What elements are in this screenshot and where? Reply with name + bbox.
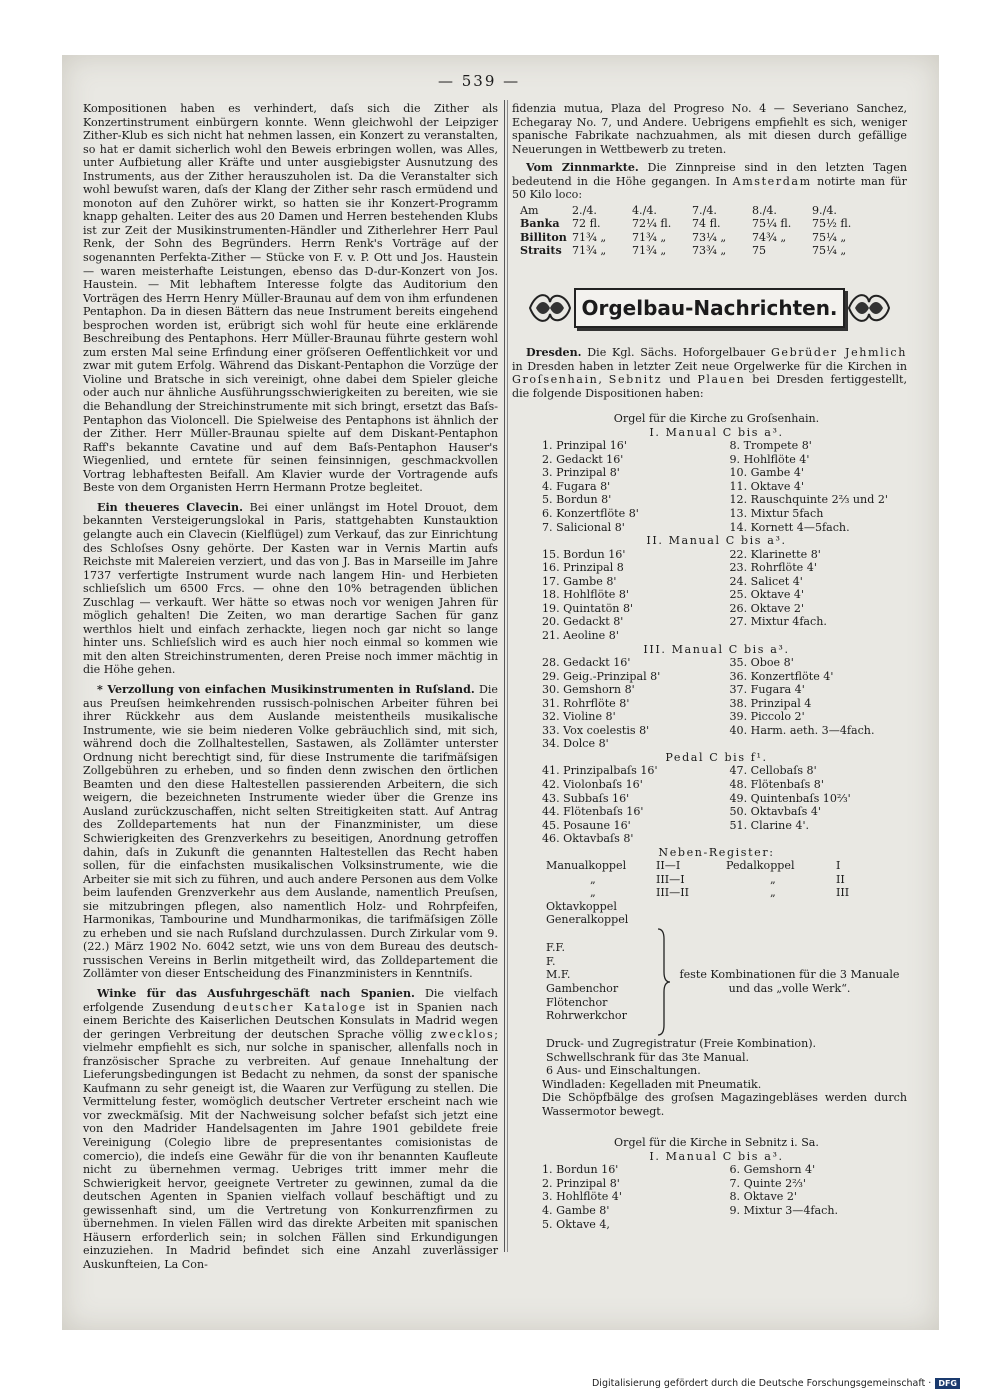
sebnitz-manual1-list	[542, 1163, 907, 1231]
zinn-text-a: Die Zinnpreise sind in den letzten Tagen bedeutend in die Höhe gegangen. In	[512, 161, 907, 188]
stop: 40. Harm. aeth. 3—4fach.	[729, 723, 875, 737]
neben-register	[546, 859, 907, 900]
neben-cell: II	[836, 872, 845, 886]
stop: 1. Bordun 16'	[542, 1163, 619, 1177]
kombination-text: feste Kombinationen für die 3 Manuale und das „volle Werk“.	[679, 968, 900, 995]
stop: 33. Vox coelestis 8'	[542, 723, 650, 737]
stop: 25. Oktave 4'	[729, 588, 805, 602]
neben-cell: „	[770, 872, 776, 886]
stop	[730, 1218, 908, 1232]
price-cell: 72 fl.	[572, 217, 601, 231]
neben-cell: Pedalkoppel	[726, 859, 795, 873]
price-cell: 75½ fl.	[812, 217, 852, 231]
price-cell: 73¼ „	[692, 230, 727, 244]
verzollung-text: Die aus Preuſsen heimkehrenden russisch-polnischen Arbeiter führen bei ihrer Rückkehr aus dem Auslande meistentheils musikalische Instrumente, wie sie beim niederen Volke gebräuchlich sind, mit sich, während doch die Zollhaltestellen, Sastawen, als Zollämter unterster Ordnung nicht berechtigt sind, für diese Instrumente die tarifmäſsigen Zollgebühren zu erheben, und so finden denn zwischen den örtlichen Beamten und den diese Haltestellen passierenden Arbeitern, die sich weigern, die bezeichneten Instrumente wieder über die Grenze ins Ausland zurückzuschaffen, nicht selten Streitigkeiten statt. Auf Antrag des Zolldepartements hat nun der Finanzminister, um diese Schwierigkeiten des Grenzverkehrs zu beseitigen, Anordnung getroffen dahin, daſs in Zukunft die genannten Haltestellen das Recht haben sollen, für die einfachsten musikalischen Volksinstrumente, wie die Arbeiter sie mit sich zu führen, und auch andere Personen aus dem Volke beim laufenden Grenzverkehr aus dem Auslande, namentlich Preuſsen, sie mitzubringen pflegen, also namentlich Holz- und Rohrpfeifen, Harmonikas, Tambourine und Mundharmonikas, die tarifmäſsigen Zölle zu erheben und sie nach Ruſsland durchzulassen. Durch Zirkular vom 9. (22.) März 1902 No. 6042 setzt, wie uns von dem Bureau des deutsch-russischen Vereins in Berlin mitgetheilt wird, das Zolldepartement die Zollämter von dieser Entscheidung des Finanzministers in Kenntniſs.	[83, 682, 498, 981]
schoepfbaelge: Die Schöpfbälge des groſsen Magazingebläses werden durch Wassermotor bewegt.	[542, 1091, 907, 1118]
stop: 8. Oktave 2'	[729, 1190, 797, 1204]
stop: 49. Quintenbaſs 10⅔'	[729, 791, 851, 805]
spanien-text-c: ist in Spanien nach einem Berichte des Kaiserlichen Deutschen Konsulats in Madrid wegen der geringen Verbreitung der deutschen Sprache völlig	[83, 1000, 498, 1041]
neben-cell: Manualkoppel	[546, 859, 627, 873]
misc-item: Schwellschrank für das 3te Manual.	[546, 1050, 750, 1064]
manual2-list	[542, 548, 907, 643]
curly-brace-icon	[654, 927, 672, 1037]
stop: 22. Klarinette 8'	[729, 547, 821, 561]
stop: 8. Trompete 8'	[729, 439, 812, 453]
manual3-list	[542, 656, 907, 751]
stop: 9. Mixtur 3—4fach.	[729, 1204, 839, 1217]
ornament-right-icon	[845, 288, 893, 328]
koppel-item: Oktavkoppel	[546, 899, 617, 913]
kombi-name: F.	[546, 954, 556, 968]
stop: 31. Rohrflöte 8'	[542, 696, 630, 710]
manual2-title: II. Manual C bis a³.	[646, 534, 787, 548]
spanien-text-b: deutscher Kataloge	[223, 1000, 367, 1014]
dresden-text-g: und	[662, 373, 698, 387]
stop: 16. Prinzipal 8	[542, 561, 624, 575]
stop: 4. Gambe 8'	[542, 1204, 610, 1217]
column-rule	[504, 100, 505, 1252]
dresden-text-a: Die Kgl. Sächs. Hoforgelbauer	[587, 346, 771, 360]
manual1-list	[542, 439, 907, 534]
dresden-text-h: Plauen	[697, 373, 746, 387]
spanien-text-e: ; vielmehr empfiehlt es sich, nur solche in spanischer, allenfalls noch in französischer Sprache zu verbreiten. Auf genaue Innehaltung der Lieferungsbedingungen ist Bedacht zu nehmen, da sonst der spanische Kaufmann zu sehr geneigt ist, die Waaren zur Verfügung zu stellen. Die Vermittelung fester, womöglich deutscher Vertreter erscheint nach wie vor zweckmäſsig. Mit der Nachweisung solcher befaſst sich jetzt eine von den Madrider Handelsagenten im Jahre 1901 gebildete freie Vereinigung (Colegio libre de prepresentantes comisionistas de comercio), die indeſs eine Gewähr für die von ihr benannten Kaufleute nicht zu übernehmen vermag. Uebriges tritt immer mehr die Schwierigkeit hervor, geeignete Vertreter zu gewinnen, zumal da die deutschen Agenten in Spanien vielfach vollauf beschäftigt und zu gewissenhaft sind, um die Vertretung von Konkurrenzfirmen zu übernehmen. In vielen Fällen wird das direkte Arbeiten mit spanischen Häusern erforderlich sein; in solchen Fällen sind Erkundigungen einzuziehen. In Madrid befindet sich eine Anzahl zuverlässiger Auskunfteien, La Con-	[83, 1027, 498, 1271]
stop: 18. Hohlflöte 8'	[542, 588, 629, 602]
stop: 39. Piccolo 2'	[729, 710, 805, 724]
kombination-block	[546, 927, 907, 1037]
stop: 7. Quinte 2⅔'	[729, 1176, 806, 1190]
stop	[730, 832, 908, 846]
price-header-cell: 7./4.	[692, 203, 717, 217]
stop: 46. Oktavbaſs 8'	[542, 832, 634, 846]
stop: 34. Dolce 8'	[542, 737, 609, 751]
dresden-heading: Dresden.	[526, 346, 582, 360]
price-header-cell: 2./4.	[572, 203, 597, 217]
stop: 11. Oktave 4'	[729, 479, 805, 493]
verzollung-article	[83, 683, 498, 981]
stop: 13. Mixtur 5fach	[729, 507, 824, 521]
neben-title: Neben-Register:	[658, 845, 775, 859]
stop: 9. Hohlflöte 4'	[729, 452, 810, 466]
stop: 5. Bordun 8'	[542, 493, 612, 507]
price-header-cell: 4./4.	[632, 203, 657, 217]
stop: 1. Prinzipal 16'	[542, 439, 627, 453]
dresden-text-i: bei Dresden fertiggestellt, die folgende Dispositionen haben:	[512, 373, 907, 400]
spanien-heading: Winke für das Ausfuhrgeschäft nach Spanien.	[97, 987, 415, 1000]
right-column	[512, 102, 907, 1231]
price-cell: Billiton	[520, 230, 567, 244]
price-cell: Banka	[520, 217, 560, 231]
orgelbau-title: Orgelbau-Nachrichten.	[574, 288, 845, 328]
price-cell: 74¾ „	[752, 230, 787, 244]
zither-article: Kompositionen haben es verhindert, daſs sich die Zither als Konzertinstrument einbürgern konnte. Wenn gleichwohl der Leipziger Zither-Klub es sich nicht hat nehmen lassen, ein Konzert zu veranstalten, so hat er damit sicherlich wohl den Beweis erbringen wollen, was Alles, unter Aufbietung aller Kräfte und unter ausgiebigster Ausnutzung des Instruments, aus der Zither herauszuholen ist. Da die Veranstalter sich wohl bewuſst waren, daſs der Klang der Zither sehr rasch ermüdend und monoton auf den Zuhörer wirkt, so hatten sie ihr Konzert-Programm knapp gehalten. Leiter des aus 20 Damen und Herren bestehenden Klubs ist zur Zeit der Musikinstrumenten-Händler und Zitherlehrer Herr Paul Renk, der Sohn des Begründers. Herrn Renk's Vorträge auf der sogenannten Perfekta-Zither — Stücke von F. v. P. Ott und Jos. Haustein — waren meisterhafte Leistungen, ebenso das D-dur-Konzert von Jos. Haustein. — Mit lebhaftem Interesse folgte das Auditorium den Vorträgen des Herrn Henry Müller-Braunau auf dem von ihm erfundenen Pentaphon. Da in diesen Bättern das neue Instrument bereits eingehend besprochen worden ist, erübrigt sich wohl für heute eine erklärende Beschreibung des Pentaphons. Herr Müller-Braunau führte gestern wohl zum ersten Mal seine Erfindung einer gröſseren Oeffentlichkeit vor und zwar mit gutem Erfolg. Während das Diskant-Pentaphon die Vorzüge der Violine und Bratsche in sich vereinigt, ohne dabei dem Spieler gleiche oder auch nur ähnliche Ausführungsschwierigkeiten zu bereiten, wie sie die Behandlung der Streichinstrumente mit sich bringt, ersetzt das Baſs-Pentaphon das Violoncell. Die Spielweise des Pentaphons ist ähnlich der der Zither. Herr Müller-Braunau spielte auf dem Diskant-Pentaphon Raff's bekannte Cavatine und auf dem Baſs-Pentaphon Hauser's Wiegenlied, und erntete für seinen feinsinnigen, geschmackvollen Vortrag lebhaftesten Beifall. Am Klavier wurde der Vortragende aufs Beste von dem Organisten Herrn Hermann Protze begleitet.	[83, 102, 498, 495]
neben-cell: I	[836, 859, 841, 873]
stop: 32. Violine 8'	[542, 710, 616, 724]
stop: 15. Bordun 16'	[542, 547, 626, 561]
stop: 19. Quintatön 8'	[542, 601, 634, 615]
stop: 38. Prinzipal 4	[729, 696, 812, 710]
stop: 10. Gambe 4'	[729, 466, 804, 480]
manual3-title: III. Manual C bis a³.	[643, 642, 790, 656]
stop: 41. Prinzipalbaſs 16'	[542, 764, 658, 778]
neben-cell: II—I	[656, 859, 681, 873]
sebnitz-manual1-title: I. Manual C bis a³.	[649, 1149, 784, 1163]
kombi-name: Rohrwerkchor	[546, 1009, 627, 1023]
zinn-text-c: notirte man für 50 Kilo loco:	[512, 174, 907, 202]
stop: 36. Konzertflöte 4'	[729, 669, 834, 683]
neben-cell: III	[836, 886, 850, 900]
price-header-cell: 9./4.	[812, 203, 837, 217]
kombi-name: M.F.	[546, 968, 571, 982]
stop: 4. Fugara 8'	[542, 479, 611, 493]
price-cell: 75¼ „	[812, 230, 847, 244]
dresden-text-e: ,	[598, 373, 609, 387]
clavecin-text: Bei einer unlängst im Hotel Drouot, dem bekannten Versteigerungslokal in Paris, stattgehabten Kunstauktion gelangte auch ein Clavecin (Kielflügel) zum Verkauf, das zur Einrichtung des Schloſses Osny gehörte. Der Kasten war in Vernis Martin aufs Reichste mit Malereien verziert, und das von J. Bas in Marseille im Jahre 1737 verfertigte Instrument wurde nach langem Hin- und Herbieten schlieſslich um 6500 Frcs. — ohne den 10% betragenden üblichen Zuschlag — verkauft. Wer hätte so etwas noch vor wenigen Jahren für möglich gehalten! Die Zeiten, wo man derartige Sachen für ganz werthlos hielt und einfach zerhackte, liegen noch gar nicht so lange hinter uns. Schlieſslich wird es auch hier noch einmal so kommen wie mit den alten Streichinstrumenten, deren Preise noch immer mächtig in die Höhe gehen.	[83, 500, 498, 677]
orgelbau-banner	[512, 286, 907, 332]
price-table	[520, 204, 907, 258]
stop: 3. Prinzipal 8'	[542, 466, 620, 480]
price-header-cell: Am	[520, 203, 539, 217]
price-cell: 75¼ fl.	[752, 217, 792, 231]
stop: 27. Mixtur 4fach.	[729, 615, 827, 629]
neben-cell: III—I	[656, 872, 685, 886]
neben-cell: „	[590, 872, 596, 886]
koppel-item: Generalkoppel	[546, 913, 629, 927]
zinn-heading: Vom Zinnmarkte.	[526, 161, 639, 175]
stop: 5. Oktave 4,	[542, 1217, 610, 1231]
verzollung-heading: * Verzollung von einfachen Musikinstrumenten in Ruſsland.	[97, 682, 475, 696]
price-cell: 71¾ „	[632, 244, 667, 258]
stop: 6. Konzertflöte 8'	[542, 507, 639, 521]
stop: 17. Gambe 8'	[542, 574, 617, 588]
pedal-list	[542, 764, 907, 845]
spanien-text-a: Die vielfach erfolgende Zusendung	[83, 987, 498, 1014]
stop: 24. Salicet 4'	[729, 574, 803, 588]
zinn-article	[512, 161, 907, 202]
dresden-text-c: in Dresden haben in letzter Zeit neue Orgelwerke für die Kirchen in	[512, 359, 907, 373]
stop: 30. Gemshorn 8'	[542, 683, 635, 697]
stop: 48. Flötenbaſs 8'	[729, 777, 824, 791]
stop: 43. Subbaſs 16'	[542, 791, 630, 805]
manual1-title: I. Manual C bis a³.	[649, 425, 784, 439]
price-cell: 73¾ „	[692, 244, 727, 258]
stop: 2. Gedackt 16'	[542, 452, 624, 466]
organ1-title: Orgel für die Kirche zu Groſsenhain.	[613, 412, 820, 426]
stop: 2. Prinzipal 8'	[542, 1176, 620, 1190]
stop	[730, 737, 908, 751]
koppel-list	[546, 900, 907, 927]
footer-text: Digitalisierung gefördert durch die Deutsche Forschungsgemeinschaft ·	[591, 1378, 932, 1389]
stop: 6. Gemshorn 4'	[729, 1163, 816, 1177]
kombi-name: Flötenchor	[546, 995, 608, 1009]
ornament-left-icon	[526, 288, 574, 328]
neben-cell: „	[590, 886, 596, 900]
stop: 45. Posaune 16'	[542, 818, 631, 832]
price-header-cell: 8./4.	[752, 203, 777, 217]
price-cell: 75	[752, 244, 767, 258]
kombi-name: F.F.	[546, 941, 565, 955]
misc-list	[546, 1037, 907, 1078]
left-column	[83, 102, 498, 1271]
price-cell: 75¼ „	[812, 244, 847, 258]
dresden-text-b: Gebrüder Jehmlich	[770, 346, 907, 360]
kombination-names	[546, 941, 654, 1022]
stop: 51. Clarine 4'.	[729, 818, 810, 832]
stop: 37. Fugara 4'	[729, 683, 805, 697]
stop: 3. Hohlflöte 4'	[542, 1190, 622, 1204]
stop: 12. Rauschquinte 2⅔ und 2'	[729, 493, 888, 507]
stop: 42. Violonbaſs 16'	[542, 777, 643, 791]
price-cell: Straits	[520, 244, 562, 258]
stop: 14. Kornett 4—5fach.	[729, 520, 850, 534]
misc-item: 6 Aus- und Einschaltungen.	[546, 1064, 701, 1078]
dresden-article	[512, 346, 907, 400]
zinn-text-b: Amsterdam	[732, 174, 812, 188]
dfg-logo: DFG	[935, 1378, 960, 1389]
spanien-continued: fidenzia mutua, Plaza del Progreso No. 4 — Severiano Sanchez, Echegaray No. 7, und Andere. Uebrigens empfiehlt es sich, weniger spanische Fabrikate nachzuahmen, als mit diesen durch gefällige Neuerungen in Wettbewerb zu treten.	[512, 102, 907, 156]
price-cell: 71¾ „	[572, 244, 607, 258]
stop: 35. Oboe 8'	[729, 656, 794, 670]
stop: 44. Flötenbaſs 16'	[542, 805, 644, 819]
stop: 20. Gedackt 8'	[542, 615, 624, 629]
stop: 7. Salicional 8'	[542, 520, 625, 534]
price-cell: 71¾ „	[632, 230, 667, 244]
price-cell: 72¼ fl.	[632, 217, 672, 231]
kombi-name: Gambenchor	[546, 981, 619, 995]
spanien-text-d: zwecklos	[430, 1027, 495, 1041]
dresden-text-d: Groſsenhain	[512, 373, 599, 387]
dresden-text-f: Sebnitz	[608, 373, 663, 387]
neben-cell: III—II	[656, 886, 690, 900]
stop: 29. Geig.-Prinzipal 8'	[542, 669, 661, 683]
stop	[730, 629, 908, 643]
clavecin-heading: Ein theueres Clavecin.	[97, 500, 243, 514]
footer	[592, 1378, 960, 1389]
pedal-title: Pedal C bis f¹.	[665, 750, 768, 764]
stop: 47. Cellobaſs 8'	[729, 764, 817, 778]
column-rule-secondary	[507, 100, 508, 1252]
misc-item: Druck- und Zugregistratur (Freie Kombination).	[546, 1036, 817, 1050]
clavecin-article	[83, 501, 498, 677]
windladen: Windladen: Kegelladen mit Pneumatik.	[542, 1077, 762, 1091]
page-number: — 539 —	[438, 72, 521, 90]
stop: 50. Oktavbaſs 4'	[729, 805, 821, 819]
stop: 21. Aeoline 8'	[542, 628, 619, 642]
stop: 26. Oktave 2'	[729, 601, 805, 615]
organ2-title: Orgel für die Kirche in Sebnitz i. Sa.	[614, 1136, 819, 1150]
price-cell: 71¾ „	[572, 230, 607, 244]
price-cell: 74 fl.	[692, 217, 721, 231]
spanien-article	[83, 987, 498, 1271]
stop: 23. Rohrflöte 4'	[729, 561, 817, 575]
stop: 28. Gedackt 16'	[542, 656, 631, 670]
neben-cell: „	[770, 886, 776, 900]
